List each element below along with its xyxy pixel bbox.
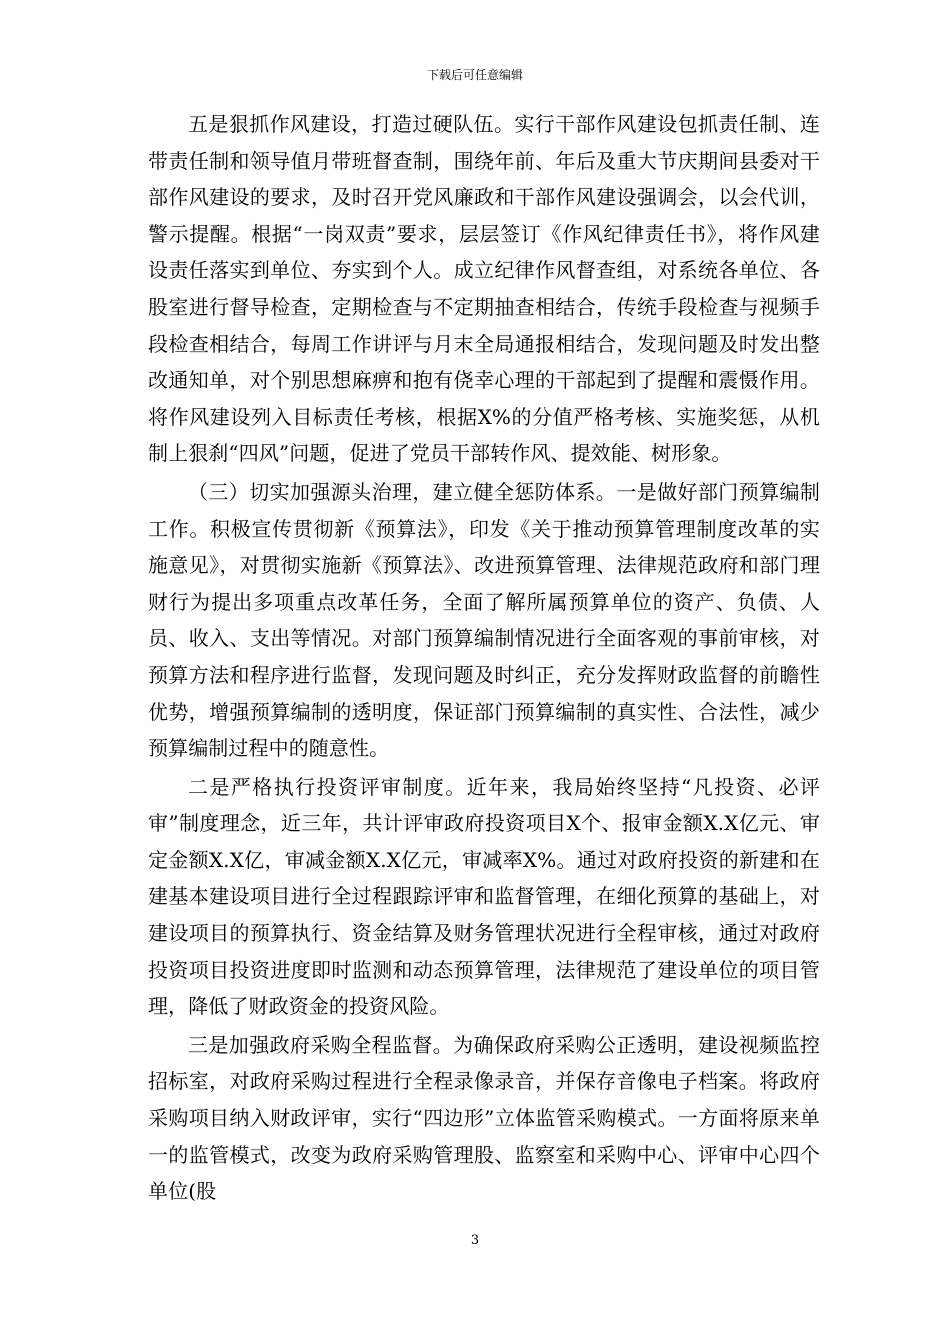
paragraph-procurement-supervision: 三是加强政府采购全程监督。为确保政府采购公正透明，建设视频监控招标室，对政府采购过程进行全程录像录音，并保存音像电子档案。将政府采购项目纳入财政评审，实行“四边形”立体监管采购模式。一方面将原来单一的监管模式，改变为政府采购管理股、监察室和采购中心、评审中心四个单位(股 (148, 1032, 820, 1204)
document-body (148, 106, 820, 1212)
header-note: 下载后可任意编辑 (426, 68, 523, 82)
page-number: 3 (470, 1233, 480, 1248)
paragraph-source-governance: （三）切实加强源头治理，建立健全惩防体系。一是做好部门预算编制工作。积极宣传贯彻新《预算法》，印发《关于推动预算管理制度改革的实施意见》，对贯彻实施新《预算法》、改进预算管理、法律规范政府和部门理财行为提出多项重点改革任务，全面了解所属预算单位的资产、负债、人员、收入、支出等情况。对部门预算编制情况进行全面客观的事前审核，对预算方法和程序进行监督，发现问题及时纠正，充分发挥财政监督的前瞻性优势，增强预算编制的透明度，保证部门预算编制的真实性、合法性，减少预算编制过程中的随意性。 (148, 479, 820, 761)
paragraph-investment-review: 二是严格执行投资评审制度。近年来，我局始终坚持“凡投资、必评审”制度理念，近三年，共计评审政府投资项目X个、报审金额X.X亿元、审定金额X.X亿，审减金额X.X亿元，审减率X%。通过对政府投资的新建和在建基本建设项目进行全过程跟踪评审和监督管理，在细化预算的基础上，对建设项目的预算执行、资金结算及财务管理状况进行全程审核，通过对政府投资项目投资进度即时监测和动态预算管理，法律规范了建设单位的项目管理，降低了财政资金的投资风险。 (148, 774, 820, 1019)
paragraph-work-style: 五是狠抓作风建设，打造过硬队伍。实行干部作风建设包抓责任制、连带责任制和领导值月带班督查制，围绕年前、年后及重大节庆期间县委对干部作风建设的要求，及时召开党风廉政和干部作风建设强调会，以会代训，警示提醒。根据“一岗双责”要求，层层签订《作风纪律责任书》，将作风建设责任落实到单位、夯实到个人。成立纪律作风督查组，对系统各单位、各股室进行督导检查，定期检查与不定期抽查相结合，传统手段检查与视频手段检查相结合，每周工作讲评与月末全局通报相结合，发现问题及时发出整改通知单，对个别思想麻痹和抱有侥幸心理的干部起到了提醒和震慑作用。将作风建设列入目标责任考核，根据X%的分值严格考核、实施奖惩，从机制上狠刹“四风”问题，促进了党员干部转作风、提效能、树形象。 (148, 112, 820, 466)
